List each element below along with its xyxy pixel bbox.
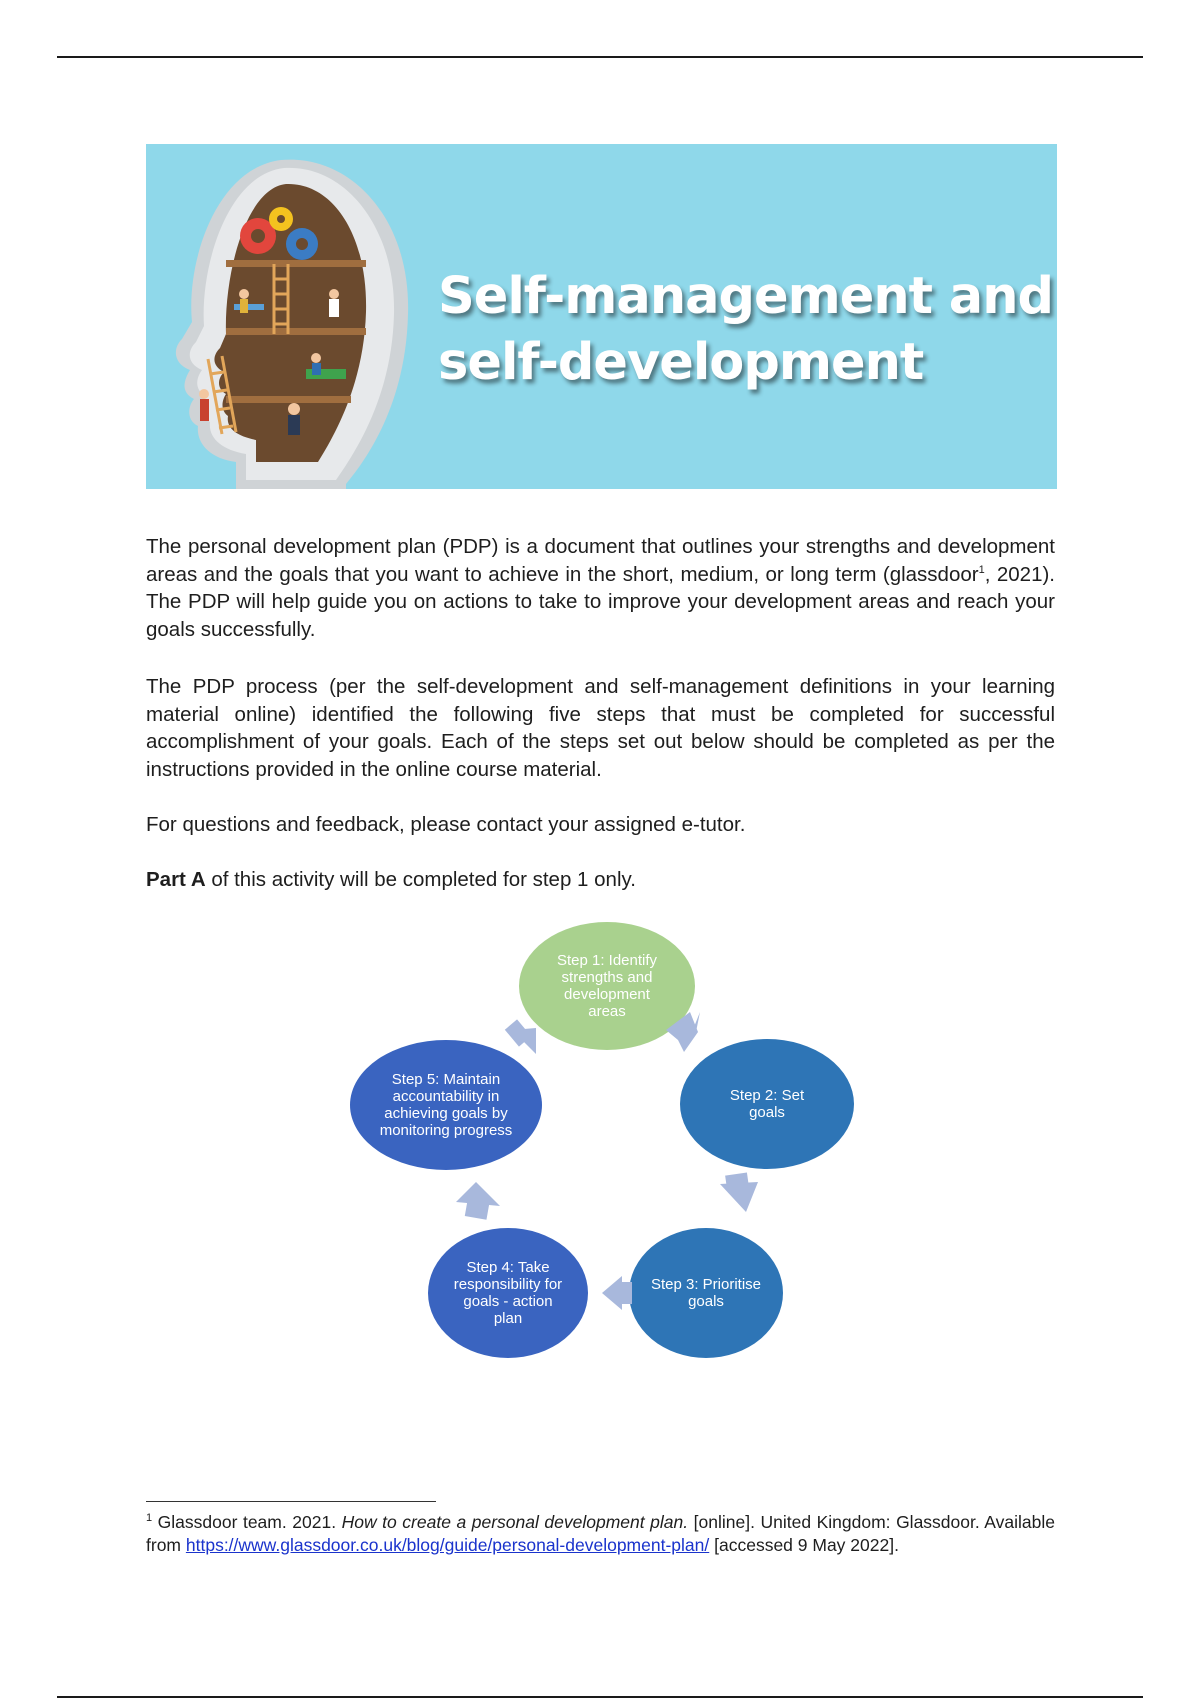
footnote-link[interactable]: https://www.glassdoor.co.uk/blog/guide/personal-development-plan/ [185,1535,710,1555]
part-a-label: Part A [146,868,206,891]
banner-title-line-1: Self-management and [438,267,1054,326]
step-5-label: Step 5: Maintain accountability in achieving goals by monitoring progress [379,1071,513,1139]
intro-text-part-1: The personal development plan (PDP) is a document that outlines your strengths and development areas and the goals that you want to achieve in the short, medium, or long term (glassdoor [146,535,1055,586]
part-a-text: of this activity will be completed for step 1 only. [205,868,636,891]
banner-title-line-2: self-development [438,333,924,392]
step-2-label: Step 2: Set goals [729,1087,805,1121]
part-a-paragraph [146,866,1055,894]
step-1-label: Step 1: Identify strengths and development areas [556,952,658,1020]
footnote-marker: 1 [146,1512,153,1525]
footnote-title: How to create a personal development plan. [341,1512,689,1532]
header-rule [57,56,1143,58]
intro-paragraph [146,533,1055,643]
arrow-3-to-4 [602,1276,622,1310]
footnote-author: Glassdoor team. 2021. [152,1512,342,1532]
banner-title [438,264,1053,396]
footer-rule [57,1696,1143,1698]
contact-paragraph: For questions and feedback, please contact your assigned e-tutor. [146,813,746,836]
footnote-source: [online]. United Kingdom: Glassdoor. Available from [146,1512,1055,1555]
footnote-reference: 1 [978,563,985,576]
process-paragraph: The PDP process (per the self-development and self-management definitions in your learning material online) identified the following five steps that must be completed for successful accomplishment of your goals. Each of the steps set out below should be completed as per the instructions provided in the online course material. [146,675,1055,781]
step-3-label: Step 3: Prioritise goals [650,1276,762,1310]
footnote-accessed: [accessed 9 May 2022]. [709,1535,899,1555]
title-banner [146,144,1057,489]
step-4-label: Step 4: Take responsibility for goals - action plan [453,1259,563,1327]
footnote [146,1511,1055,1557]
intro-text-part-2: , 2021). The PDP will help guide you on actions to take to improve your development areas and reach your goals successfully. [146,562,1055,641]
footnote-separator [146,1501,436,1502]
